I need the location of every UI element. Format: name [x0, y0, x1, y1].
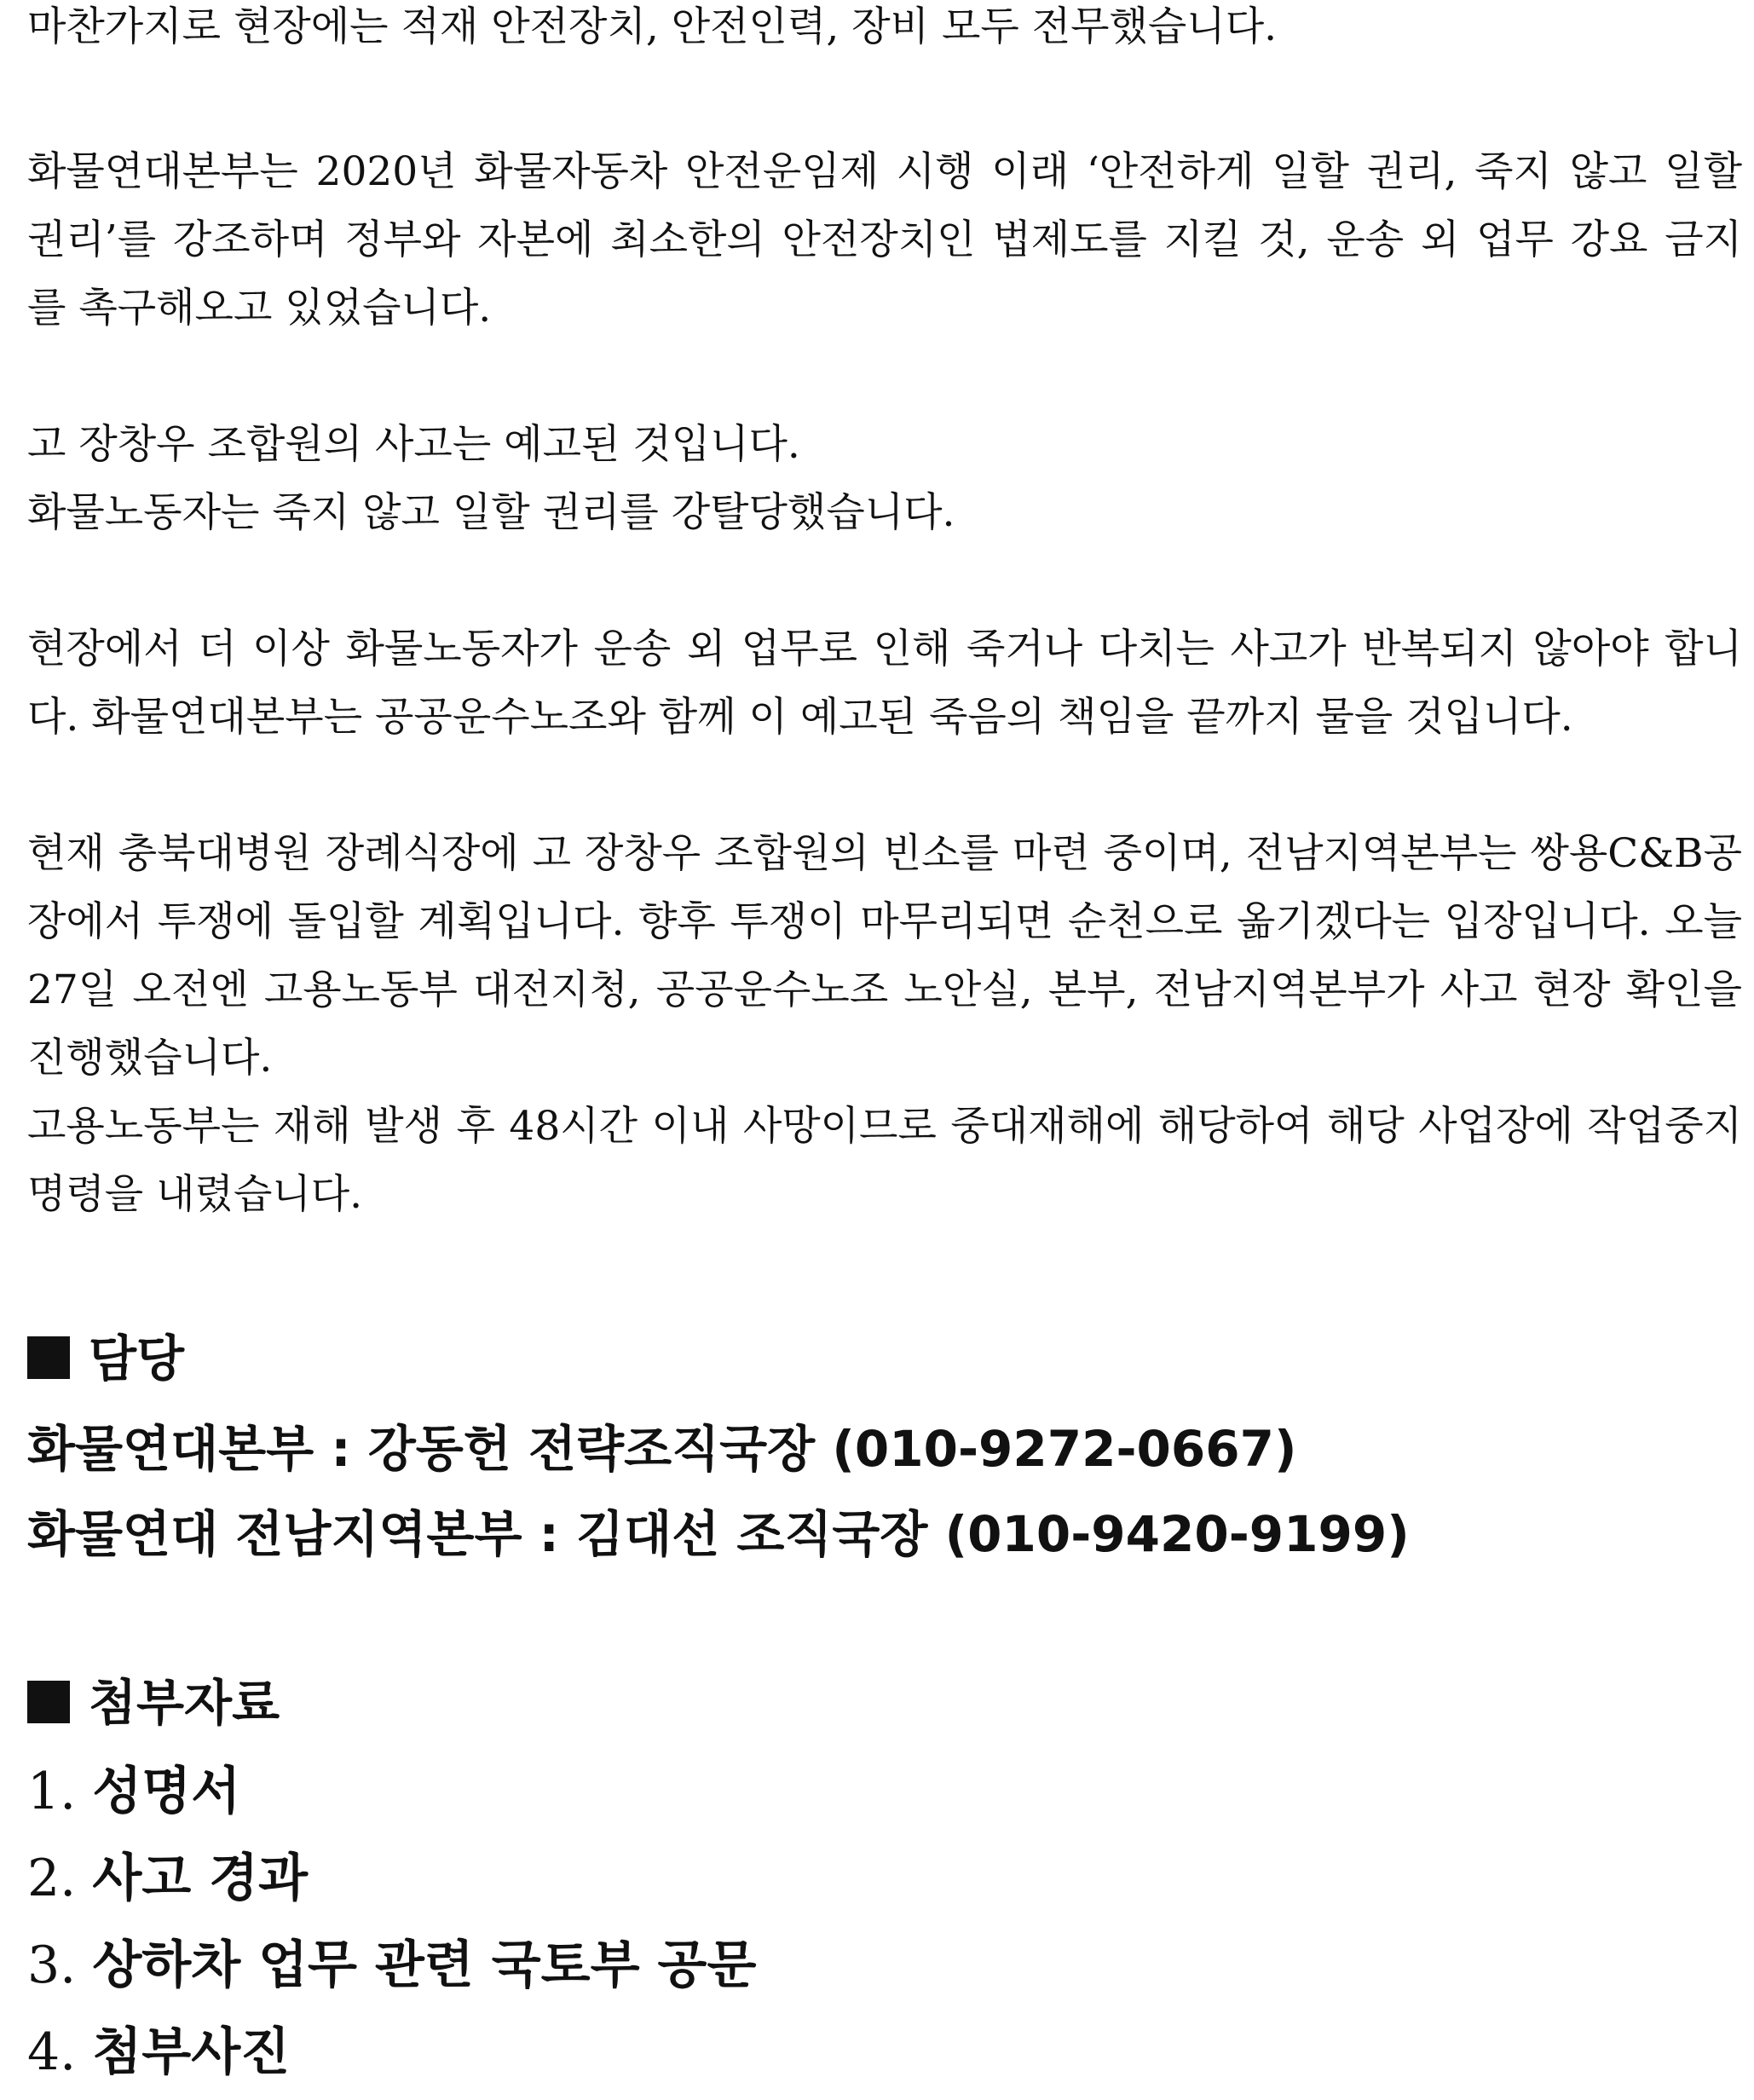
attachment-item-number: 3.	[27, 1936, 77, 1995]
paragraph-5-line-6: 명령을 내렸습니다.	[27, 1171, 363, 1218]
attachment-item-number: 2.	[27, 1849, 77, 1908]
paragraph-5-line-3: 27일 오전엔 고용노동부 대전지청, 공공운수노조 노안실, 본부, 전남지역본부가 사고 현장 확인을	[27, 966, 1742, 1013]
paragraph-5-line-2: 장에서 투쟁에 돌입할 계획입니다. 향후 투쟁이 마무리되면 순천으로 옮기겠다는 입장입니다. 오늘	[27, 898, 1742, 945]
attachment-item-number: 4.	[27, 2022, 77, 2082]
attachment-item-number: 1.	[27, 1762, 77, 1821]
paragraph-4-line-2: 다. 화물연대본부는 공공운수노조와 함께 이 예고된 죽음의 책임을 끝까지 물을 것입니다.	[27, 694, 1573, 741]
attachment-item-3	[27, 1933, 756, 1998]
contact-heading-label: 담당	[89, 1330, 185, 1388]
attachment-item-label: 사고 경과	[92, 1849, 309, 1908]
paragraph-4-line-1: 현장에서 더 이상 화물노동자가 운송 외 업무로 인해 죽거나 다치는 사고가 반복되지 않아야 합니	[27, 626, 1742, 672]
paragraph-2-line-2: 권리’를 강조하며 정부와 자본에 최소한의 안전장치인 법제도를 지킬 것, 운송 외 업무 강요 금지	[27, 216, 1742, 263]
attachments-heading-label: 첨부자료	[89, 1674, 280, 1732]
paragraph-5-line-1: 현재 충북대병원 장례식장에 고 장창우 조합원의 빈소를 마련 중이며, 전남지역본부는 쌍용C&B공	[27, 830, 1742, 877]
paragraph-5-line-4: 진행했습니다.	[27, 1035, 273, 1082]
attachment-item-4	[27, 2020, 290, 2085]
paragraph-5-line-5: 고용노동부는 재해 발생 후 48시간 이내 사망이므로 중대재해에 해당하여 해당 사업장에 작업중지	[27, 1103, 1742, 1150]
paragraph-3-line-1: 고 장창우 조합원의 사고는 예고된 것입니다.	[27, 421, 800, 468]
black-square-bullet-icon	[27, 1336, 70, 1379]
attachment-item-label: 첨부사진	[92, 2022, 291, 2082]
paragraph-2-line-1: 화물연대본부는 2020년 화물자동차 안전운임제 시행 이래 ‘안전하게 일할 권리, 죽지 않고 일할	[27, 148, 1742, 195]
paragraph-3-line-2: 화물노동자는 죽지 않고 일할 권리를 강탈당했습니다.	[27, 489, 955, 536]
attachments-heading	[27, 1672, 280, 1734]
paragraph-2-line-3: 를 촉구해오고 있었습니다.	[27, 285, 492, 332]
contact-line-2: 화물연대 전남지역본부 : 김대선 조직국장 (010-9420-9199)	[27, 1505, 1410, 1563]
contact-line-1: 화물연대본부 : 강동헌 전략조직국장 (010-9272-0667)	[27, 1420, 1297, 1478]
black-square-bullet-icon	[27, 1681, 70, 1723]
paragraph-1-line-1: 마찬가지로 현장에는 적재 안전장치, 안전인력, 장비 모두 전무했습니다.	[27, 3, 1278, 50]
attachment-item-label: 상하차 업무 관련 국토부 공문	[92, 1936, 757, 1995]
attachment-item-1	[27, 1759, 240, 1824]
contact-heading	[27, 1328, 184, 1389]
attachment-item-label: 성명서	[92, 1762, 241, 1821]
attachment-item-2	[27, 1846, 308, 1911]
